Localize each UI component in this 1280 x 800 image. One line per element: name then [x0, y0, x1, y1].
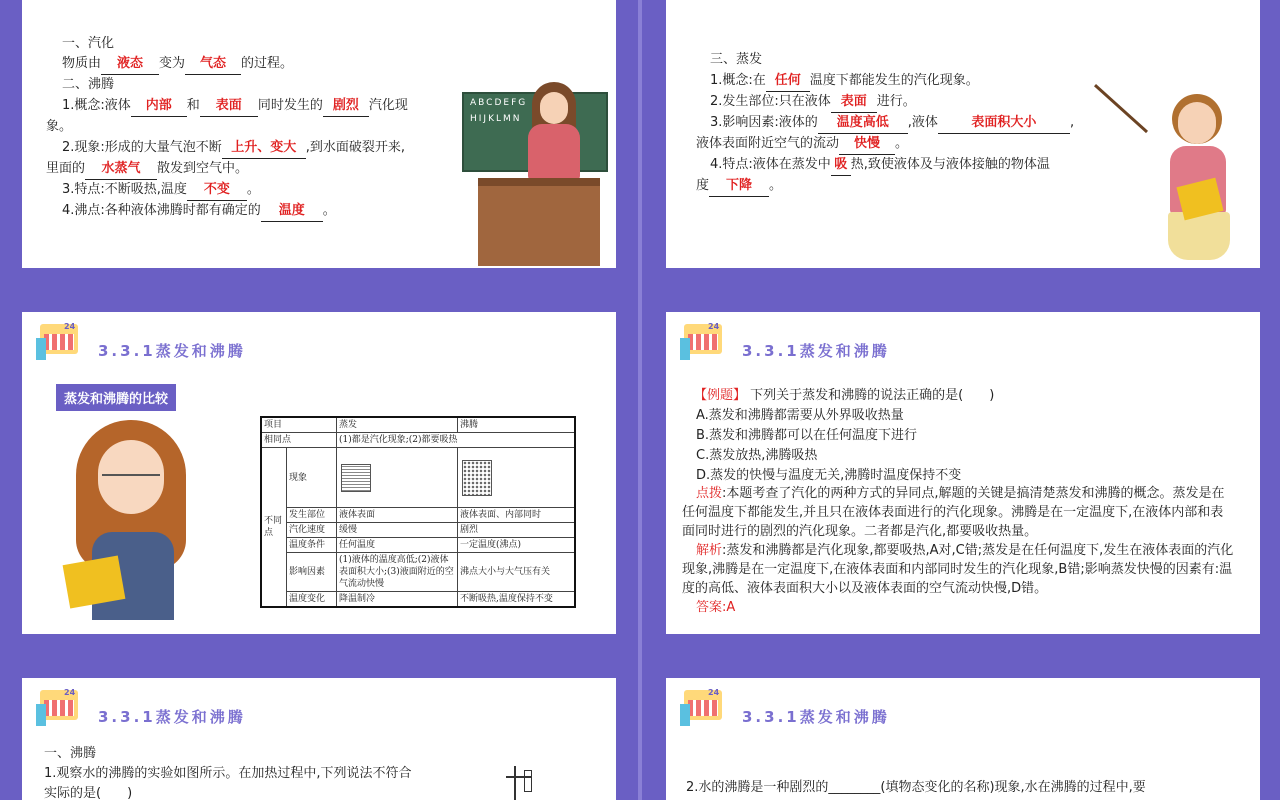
concept-line-cont: 象。 [46, 119, 73, 134]
table-cell: 相同点 [261, 433, 337, 448]
table-cell: 液体表面、内部同时 [458, 508, 576, 523]
phenomenon-line [62, 138, 405, 159]
answer-blank: 液态 [101, 54, 159, 75]
definition-line [62, 54, 293, 75]
text: 散发到空气中。 [157, 161, 249, 176]
text: 的过程。 [241, 56, 294, 71]
comparison-table [260, 416, 576, 608]
calendar-icon [680, 322, 726, 360]
text: ,液体 [907, 115, 938, 130]
answer-blank: 上升、变大 [222, 138, 306, 159]
answer-value: :A [722, 600, 736, 615]
teacher-pointer-illustration [1096, 84, 1246, 264]
table-cell: (1)液体的温度高低;(2)液体表面积大小;(3)液面附近的空气流动快慢 [337, 553, 458, 592]
answer-blank: 表面 [200, 96, 258, 117]
analysis-tag: 解析 [696, 543, 723, 558]
table-row [261, 417, 575, 433]
text: 同时发生的 [257, 98, 323, 113]
text: 2.现象:形成的大量气泡不断 [62, 140, 222, 155]
boiling-diagram [458, 448, 576, 508]
question-line: 实际的是( ) [44, 786, 133, 800]
slide-1[interactable] [22, 0, 616, 268]
boiling-point-line [62, 201, 336, 222]
table-cell: 汽化速度 [287, 523, 337, 538]
answer-blank: 下降 [709, 176, 769, 197]
concept-line [62, 96, 408, 117]
slide-5[interactable] [22, 678, 616, 800]
hint-tag: 点拨 [696, 486, 723, 501]
text: 温度下都能发生的汽化现象。 [809, 73, 979, 88]
text: 汽化现 [368, 98, 408, 113]
desk [478, 178, 600, 266]
table-row [261, 553, 575, 592]
feature-line [710, 155, 1050, 176]
teacher-board-illustration [462, 78, 606, 258]
table-cell: 任何温度 [337, 538, 458, 553]
teacher-face [1178, 102, 1216, 144]
question-line [694, 386, 994, 406]
slide-4[interactable] [666, 312, 1260, 634]
answer-blank: 内部 [131, 96, 187, 117]
analysis-line [696, 541, 1233, 561]
question-line: 1.观察水的沸腾的实验如图所示。在加热过程中,下列说法不符合 [44, 766, 412, 781]
teacher-face [540, 92, 568, 124]
table-cell: 不同点 [261, 448, 287, 608]
answer-blank: 表面积大小 [938, 113, 1070, 134]
section-heading: 三、蒸发 [710, 52, 763, 67]
table-cell: 温度条件 [287, 538, 337, 553]
chalkboard-text-1: ABCDEFG [470, 98, 528, 108]
option-d: D.蒸发的快慢与温度无关,沸腾时温度保持不变 [696, 468, 962, 483]
slide-2[interactable] [666, 0, 1260, 268]
table-cell: 一定温度(沸点) [458, 538, 576, 553]
answer-blank: 表面 [831, 92, 877, 113]
text: 。 [895, 136, 909, 151]
page-title: 3.3.1蒸发和沸腾 [742, 342, 890, 360]
pointer-stick [1094, 84, 1148, 133]
answer-blank: 温度高低 [818, 113, 908, 134]
hint-line [696, 484, 1225, 504]
section-heading: 一、沸腾 [44, 746, 97, 761]
text: 1.概念:在 [710, 73, 766, 88]
factor-line-cont [696, 134, 908, 155]
text: ,到水面破裂开来, [305, 140, 406, 155]
calendar-icon [36, 322, 82, 360]
question-text: 下列关于蒸发和沸腾的说法正确的是( ) [750, 388, 995, 403]
text: 4.沸点:各种液体沸腾时都有确定的 [62, 203, 261, 218]
factor-line [710, 113, 1074, 134]
text: 度 [696, 178, 710, 193]
calendar-number: 24 [64, 322, 76, 331]
text: 进行。 [876, 94, 916, 109]
answer-blank: 剧烈 [323, 96, 369, 117]
table-header: 项目 [261, 417, 337, 433]
student-illustration [62, 420, 202, 620]
calendar-icon [36, 688, 82, 726]
hint-line: 面同时进行的剧烈的汽化现象。二者都是汽化,都要吸收热量。 [682, 524, 1038, 539]
answer-blank: 水蒸气 [85, 159, 157, 180]
table-cell: 影响因素 [287, 553, 337, 592]
question-line: 2.水的沸腾是一种剧烈的________(填物态变化的名称)现象,水在沸腾的过程中,要 [686, 780, 1146, 795]
slide-separator [638, 0, 642, 800]
table-cell: 降温制冷 [337, 592, 458, 608]
table-cell: 沸点大小与大气压有关 [458, 553, 576, 592]
table-row [261, 508, 575, 523]
table-row [261, 523, 575, 538]
text: 液体表面附近空气的流动 [696, 136, 840, 151]
table-cell: 缓慢 [337, 523, 458, 538]
calendar-number: 24 [64, 688, 76, 697]
page-title: 3.3.1蒸发和沸腾 [98, 342, 246, 360]
table-header: 沸腾 [458, 417, 576, 433]
option-a: A.蒸发和沸腾都需要从外界吸收热量 [696, 408, 904, 423]
answer-blank: 快慢 [839, 134, 895, 155]
slide-6[interactable] [666, 678, 1260, 800]
calendar-number: 24 [708, 688, 720, 697]
section-badge: 蒸发和沸腾的比较 [56, 384, 176, 411]
table-cell: 不断吸热,温度保持不变 [458, 592, 576, 608]
table-cell: 发生部位 [287, 508, 337, 523]
page-title: 3.3.1蒸发和沸腾 [742, 708, 890, 726]
table-row [261, 433, 575, 448]
table-row [261, 538, 575, 553]
location-line [710, 92, 916, 113]
text: :本题考查了汽化的两种方式的异同点,解题的关键是搞清楚蒸发和沸腾的概念。蒸发是在 [722, 486, 1225, 501]
text: , [1069, 115, 1075, 130]
evaporation-diagram [337, 448, 458, 508]
slide-3[interactable] [22, 312, 616, 634]
table-cell: 现象 [287, 448, 337, 508]
text: 2.发生部位:只在液体 [710, 94, 831, 109]
section-heading: 一、汽化 [62, 36, 115, 51]
table-cell: 温度变化 [287, 592, 337, 608]
page-title: 3.3.1蒸发和沸腾 [98, 708, 246, 726]
text: 变为 [159, 56, 186, 71]
answer-blank: 任何 [766, 71, 810, 92]
answer-line [696, 598, 735, 618]
feature-line-cont [696, 176, 782, 197]
text: 3.影响因素:液体的 [710, 115, 818, 130]
text: 物质由 [62, 56, 102, 71]
student-glasses [102, 474, 160, 488]
text: 3.特点:不断吸热,温度 [62, 182, 187, 197]
calendar-icon [680, 688, 726, 726]
answer-blank: 气态 [185, 54, 241, 75]
text: 。 [246, 182, 260, 197]
answer-blank: 吸 [831, 155, 851, 176]
phenomenon-line-cont [46, 159, 248, 180]
text: 热,致使液体及与液体接触的物体温 [850, 157, 1050, 172]
analysis-line: 度的高低、液体表面积大小以及液体表面的空气流动快慢,D错。 [682, 581, 1048, 596]
table-header: 蒸发 [337, 417, 458, 433]
text: 里面的 [46, 161, 86, 176]
option-c: C.蒸发放热,沸腾吸热 [696, 448, 818, 463]
answer-blank: 温度 [261, 201, 323, 222]
text: 。 [322, 203, 336, 218]
answer-tag: 答案 [696, 600, 723, 615]
analysis-line: 现象,沸腾是在一定温度下,在液体表面和内部同时发生的汽化现象,B错;影响蒸发快慢的因素有:温 [682, 562, 1233, 577]
text: 1.概念:液体 [62, 98, 131, 113]
feature-line [62, 180, 260, 201]
table-cell: 液体表面 [337, 508, 458, 523]
hint-line: 任何温度下都能发生,并且只在液体表面进行的汽化现象。沸腾是在一定温度下,在液体内部和表 [682, 505, 1224, 520]
table-row [261, 592, 575, 608]
teacher-body [528, 124, 580, 180]
section-heading: 二、沸腾 [62, 77, 115, 92]
text: :蒸发和沸腾都是汽化现象,都要吸热,A对,C错;蒸发是在任何温度下,发生在液体表面的汽化 [722, 543, 1234, 558]
calendar-number: 24 [708, 322, 720, 331]
lab-stand-illustration [506, 766, 536, 800]
table-cell: 剧烈 [458, 523, 576, 538]
example-tag: 【例题】 [694, 388, 747, 403]
text: 4.特点:液体在蒸发中 [710, 157, 831, 172]
text: 和 [186, 98, 200, 113]
teacher-skirt [1168, 212, 1230, 260]
table-row [261, 448, 575, 508]
table-cell: (1)都是汽化现象;(2)都要吸热 [337, 433, 576, 448]
chalkboard-text-2: HIJKLMN [470, 114, 522, 124]
concept-line [710, 71, 979, 92]
answer-blank: 不变 [187, 180, 247, 201]
option-b: B.蒸发和沸腾都可以在任何温度下进行 [696, 428, 918, 443]
text: 。 [769, 178, 783, 193]
